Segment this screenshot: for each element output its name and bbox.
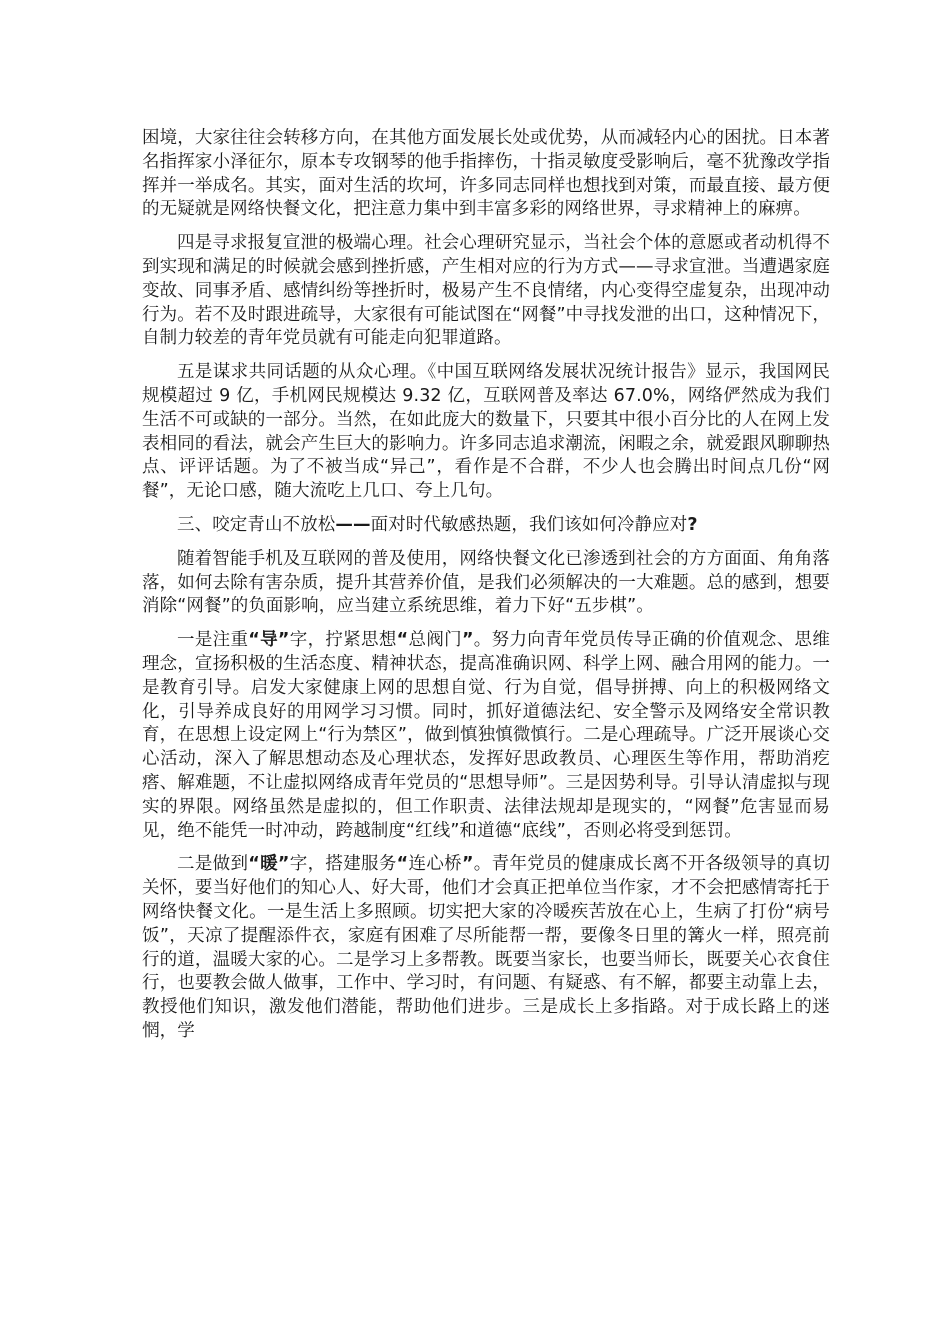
paragraph-text: 随着智能手机及互联网的普及使用，网络快餐文化已渗透到社会的方方面面、角角落落，如何去除有害杂质，提升其营养价值，是我们必须解决的一大难题。总的感到，想要消除“网餐”的负面影响，应当建立系统思维，着力下好“五步棋”。 — [142, 548, 830, 617]
bold-text: —— — [335, 514, 371, 535]
bold-text: ” — [461, 630, 474, 651]
paragraph-text: 。努力向青年党员传导正确的价值观念、思维理念，宣扬积极的生活态度、精神状态，提高准确识网、科学上网、融合用网的能力。一是教育引导。启发大家健康上网的思想自觉、行为自觉，倡导拼搏、向上的积极网络文化，引导养成良好的用网学习习惯。同时，抓好道德法纪、安全警示及网络安全常识教育，在思想上设定网上“行为禁区”，做到慎独慎微慎行。二是心理疏导。广泛开展谈心交心活动，深入了解思想动态及心理状态，发挥好思政教员、心理医生等作用，帮助消疙瘩、解难题，不让虚拟网络成青年党员的“思想导师”。三是因势利导。引导认清虚拟与现实的界限。网络虽然是虚拟的，但工作职责、法律法规却是现实的，“网餐”危害显而易见，绝不能凭一时冲动，跨越制度“红线”和道德“底线”，否则必将受到惩罚。 — [142, 630, 830, 841]
paragraph — [142, 361, 830, 504]
paragraph-text: 四是寻求报复宣泄的极端心理。社会心理研究显示，当社会个体的意愿或者动机得不到实现和满足的时候就会感到挫折感，产生相对应的行为方式——寻求宣泄。当遭遇家庭变故、同事矛盾、感情纠纷等挫折时，极易产生不良情绪，内心变得空虚复杂，出现冲动行为。若不及时跟进疏导，大家很有可能试图在“网餐”中寻找发泄的出口，这种情况下，自制力较差的青年党员就有可能走向犯罪道路。 — [142, 233, 830, 349]
paragraph — [142, 548, 830, 619]
paragraph-text: 总阀门 — [408, 630, 462, 651]
document-body — [142, 127, 830, 1054]
bold-text: “ — [396, 854, 409, 875]
bold-text: ? — [687, 514, 698, 535]
paragraph-text: 。青年党员的健康成长离不开各级领导的真切关怀，要当好他们的知心人、好大哥，他们才会真正把单位当作家，才不会把感情寄托于网络快餐文化。一是生活上多照顾。切实把大家的冷暖疾苦放在心上，生病了打份“病号饭”，天凉了提醒添件衣，家庭有困难了尽所能帮一帮，要像冬日里的篝火一样，照亮前行的道，温暖大家的心。二是学习上多帮教。既要当家长，也要当师长，既要关心衣食住行，也要教会做人做事，工作中、学习时，有问题、有疑惑、有不解，都要主动靠上去，教授他们知识，激发他们潜能，帮助他们进步。三是成长上多指路。对于成长路上的迷惘，学 — [142, 854, 830, 1041]
paragraph-text: 字，搭建服务 — [289, 854, 397, 875]
bold-text: “暖” — [248, 854, 290, 875]
bold-text: “ — [396, 630, 409, 651]
paragraph — [142, 127, 830, 222]
paragraph-text: 一是注重 — [177, 630, 249, 651]
paragraph-text: 五是谋求共同话题的从众心理。《中国互联网络发展状况统计报告》显示，我国网民规模超过 9 亿，手机网民规模达 9.32 亿，互联网普及率达 67.0%，网络俨然成为我们生活不可或缺的一部分。当然，在如此庞大的数量下，只要其中很小百分比的人在网上发表相同的看法，就会产生巨大的影响力。许多同志追求潮流，闲暇之余，就爱跟风聊聊热点、评评话题。为了不被当成“异己”，看作是不合群，不少人也会腾出时间点几份“网餐”，无论口感，随大流吃上几口、夸上几句。 — [142, 362, 830, 502]
paragraph-text: 面对时代敏感热题，我们该如何冷静应对 — [370, 514, 688, 535]
paragraph-text: 字，拧紧思想 — [289, 630, 397, 651]
section-heading — [142, 514, 830, 538]
paragraph — [142, 629, 830, 843]
bold-text: “导” — [248, 630, 290, 651]
paragraph — [142, 853, 830, 1043]
paragraph-text: 三、咬定青山不放松 — [177, 514, 336, 535]
paragraph-text: 困境，大家往往会转移方向，在其他方面发展长处或优势，从而减轻内心的困扰。日本著名指挥家小泽征尔，原本专攻钢琴的他手指摔伤，十指灵敏度受影响后，毫不犹豫改学指挥并一举成名。其实，面对生活的坎坷，许多同志同样也想找到对策，而最直接、最方便的无疑就是网络快餐文化，把注意力集中到丰富多彩的网络世界，寻求精神上的麻痹。 — [142, 128, 830, 220]
paragraph-text: 二是做到 — [177, 854, 249, 875]
bold-text: ” — [461, 854, 474, 875]
paragraph-text: 连心桥 — [408, 854, 462, 875]
paragraph — [142, 232, 830, 351]
